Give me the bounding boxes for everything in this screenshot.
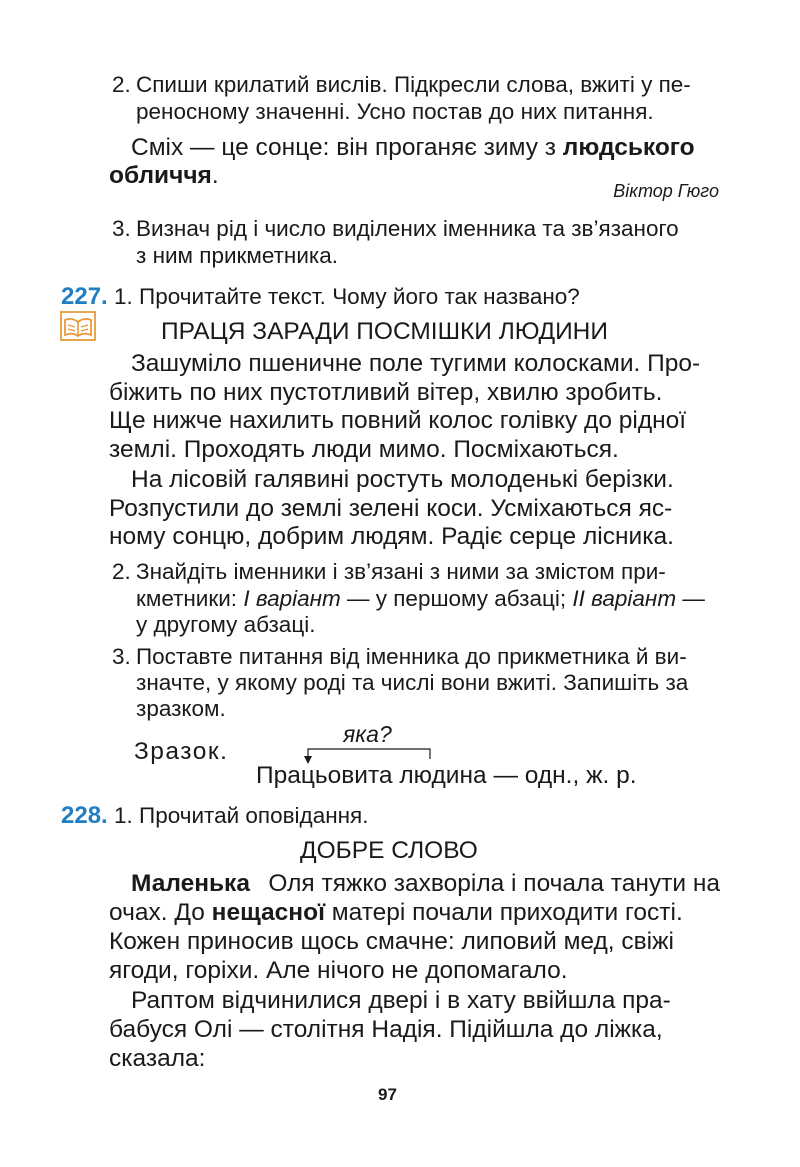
exercise-227-task2-line1: Знайдіть іменники і зв’язані з ними за змістом при- [136, 559, 666, 584]
exercise-227-number: 227. [61, 283, 108, 310]
exercise-227-task3-number: 3. [112, 644, 131, 669]
quote-line2: обличчя. [109, 162, 219, 189]
sample-text: Працьовита людина — одн., ж. р. [256, 762, 637, 789]
page-number: 97 [378, 1085, 397, 1104]
exercise-228-task1: 1. Прочитай оповідання. [114, 803, 369, 828]
item3-line1: Визнач рід і число виділених іменника та зв’язаного [136, 216, 679, 241]
text-228-line3: Кожен приносив щось смачне: липовий мед, свіжі [109, 928, 674, 955]
text-228-line2: очах. До нещасної матері почали приходити гості. [109, 899, 683, 926]
exercise-227-task2-number: 2. [112, 559, 131, 584]
text-228-line6: бабуся Олі — столітня Надія. Підійшла до ліжка, [109, 1016, 663, 1043]
quote-line1: Сміх — це сонце: він проганяє зиму з людського [131, 134, 695, 161]
exercise-227-task3-line2: значте, у якому роді та числі вони вжиті. Запишіть за [136, 670, 689, 695]
text-227-line5: На лісовій галявині ростуть молоденькі берізки. [131, 466, 674, 493]
text-227-line7: ному сонцю, добрим людям. Радіє серце лісника. [109, 523, 674, 550]
item2-line1: Спиши крилатий вислів. Підкресли слова, вжиті у пе- [136, 72, 691, 97]
text-228-line4: ягоди, горіхи. Але нічого не допомагало. [109, 957, 568, 984]
item3-number: 3. [112, 216, 131, 241]
text-228-line1: Маленька Оля тяжко захворіла і почала танути на [131, 870, 720, 897]
text-228-line5: Раптом відчинилися двері і в хату ввійшла пра- [131, 987, 671, 1014]
text-227-line6: Розпустили до землі зелені коси. Усміхаються яс- [109, 495, 673, 522]
item2-line2: реносному значенні. Усно постав до них питання. [136, 99, 654, 124]
text-227-line2: біжить по них пустотливий вітер, хвилю зробить. [109, 379, 663, 406]
open-book-icon [60, 311, 96, 341]
quote-author: Віктор Гюго [613, 181, 719, 201]
sample-label: Зразок. [134, 738, 229, 765]
exercise-227-title: ПРАЦЯ ЗАРАДИ ПОСМІШКИ ЛЮДИНИ [161, 318, 608, 345]
exercise-228-number: 228. [61, 802, 108, 829]
exercise-227-task3-line3: зразком. [136, 696, 226, 721]
text-227-line4: землі. Проходять люди мимо. Посміхаються. [109, 436, 619, 463]
text-227-line3: Ще нижче нахилить повний колос голівку до рідної [109, 407, 687, 434]
exercise-228-title: ДОБРЕ СЛОВО [300, 837, 478, 864]
sample-question: яка? [343, 721, 392, 747]
item2-number: 2. [112, 72, 131, 97]
item3-line2: з ним прикметника. [136, 243, 339, 268]
exercise-227-task3-line1: Поставте питання від іменника до прикметника й ви- [136, 644, 687, 669]
text-227-line1: Зашуміло пшеничне поле тугими колосками. Про- [131, 350, 701, 377]
text-228-line7: сказала: [109, 1045, 206, 1072]
exercise-227-task1: 1. Прочитайте текст. Чому його так названо? [114, 284, 580, 309]
exercise-227-task2-line2: кметники: І варіант — у першому абзаці; ІІ варіант — [136, 586, 705, 611]
exercise-227-task2-line3: у другому абзаці. [136, 612, 316, 637]
